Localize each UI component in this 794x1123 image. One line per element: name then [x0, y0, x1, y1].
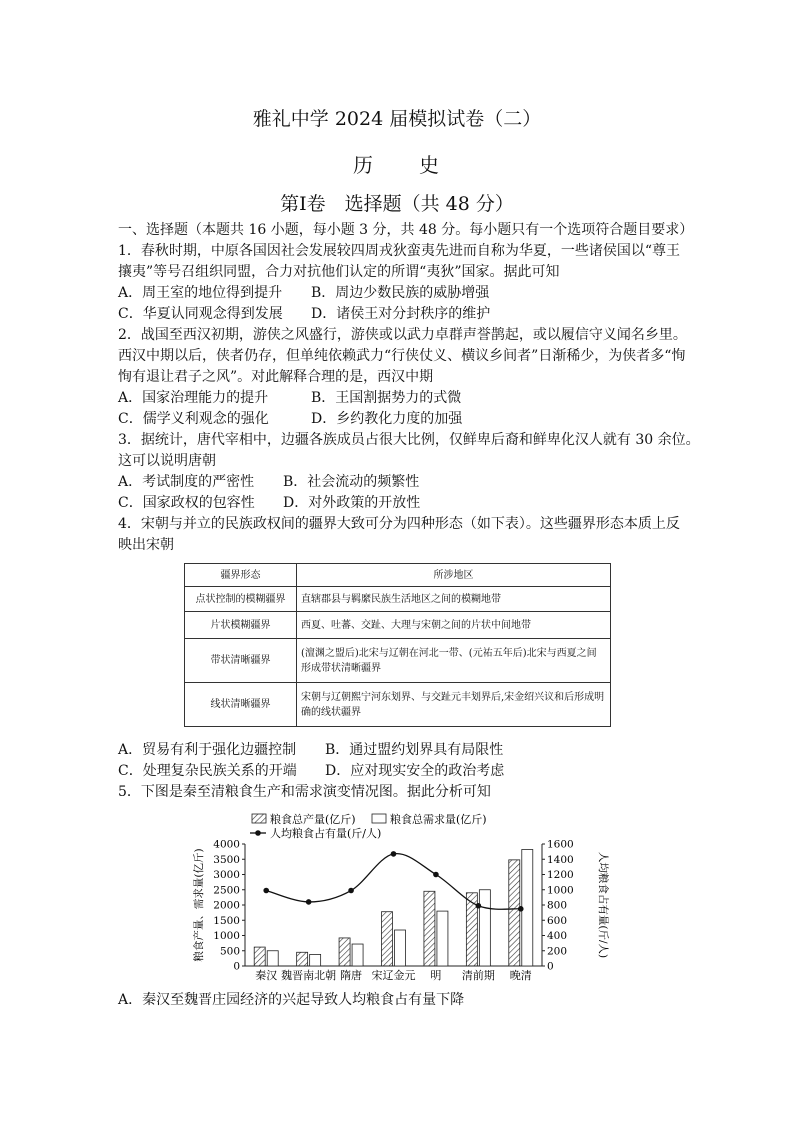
- q1-options-row-2: [118, 304, 678, 325]
- x-tick-label: 宋辽金元: [371, 969, 416, 982]
- q2-option-c[interactable]: C．儒学义利观念的强化: [118, 411, 269, 427]
- q2-line-3: 恂有退让君子之风”。对此解释合理的是，西汉中期: [118, 369, 434, 385]
- x-tick-label: 清前期: [461, 969, 495, 982]
- bar-demand: [395, 930, 406, 966]
- table-cell: (澶渊之盟后)北宋与辽朝在河北一带、(元祐五年后)北宋与西夏之间形成带状清晰疆界: [297, 639, 611, 683]
- table-row: [185, 683, 611, 727]
- q4-option-a[interactable]: A．贸易有利于强化边疆控制: [118, 742, 297, 758]
- q2-options-row-2: [118, 409, 678, 430]
- q2-option-d[interactable]: D．乡约教化力度的加强: [311, 411, 463, 427]
- q1-option-d[interactable]: D．诸侯王对分封秩序的维护: [311, 306, 491, 322]
- q4-option-d[interactable]: D．应对现实安全的政治考虑: [325, 763, 505, 779]
- subject-title: 历 史: [353, 153, 441, 177]
- table-row: [185, 587, 611, 612]
- table-cell: 片状模糊疆界: [185, 612, 297, 639]
- bar-production: [466, 893, 477, 966]
- bar-production: [339, 938, 350, 966]
- table-cell: 宋朝与辽朝熙宁河东划界、与交趾元丰划界后,宋金绍兴议和后形成明确的线状疆界: [297, 683, 611, 727]
- table-row: [185, 639, 611, 683]
- q4-line-1: 4．宋朝与并立的民族政权间的疆界大致可分为四种形态（如下表）。这些疆界形态本质上反: [118, 516, 680, 532]
- left-tick-label: 2000: [213, 899, 240, 912]
- right-tick-label: 1200: [547, 869, 574, 881]
- x-tick-label: 秦汉: [255, 969, 278, 982]
- q4-option-c[interactable]: C．处理复杂民族关系的开端: [118, 763, 297, 779]
- q4-options-row-1: [118, 740, 678, 761]
- q5-line-1: 5．下图是秦至清粮食生产和需求演变情况图。据此分析可知: [118, 784, 491, 800]
- legend-demand-swatch: [372, 814, 386, 823]
- q3-option-d[interactable]: D．对外政策的开放性: [283, 495, 421, 511]
- bar-demand: [437, 911, 448, 966]
- q1-line-2: 攘夷”等号召组织同盟，合力对抗他们认定的所谓“夷狄”国家。据此可知: [118, 264, 560, 280]
- bar-production: [382, 912, 393, 966]
- table-header-cell: 所涉地区: [297, 564, 611, 587]
- legend-demand-label: 粮食总需求量(亿斤): [390, 813, 487, 826]
- q3-option-a[interactable]: A．考试制度的严密性: [118, 474, 255, 490]
- legend-per-capita-marker: [255, 830, 261, 836]
- q2-option-a[interactable]: A．国家治理能力的提升: [118, 390, 269, 406]
- table-cell: 点状控制的模糊疆界: [185, 587, 297, 612]
- left-tick-label: 3000: [213, 869, 240, 881]
- legend-production-swatch: [252, 814, 266, 823]
- q1-line-1: 1．春秋时期，中原各国因社会发展较四周戎狄蛮夷先进而自称为华夏，一些诸侯国以“尊王: [118, 243, 681, 259]
- left-tick-label: 1000: [213, 930, 240, 942]
- legend-per-capita-label: 人均粮食占有量(斤/人): [270, 827, 382, 840]
- q5-option-a[interactable]: A．秦汉至魏晋庄园经济的兴起导致人均粮食占有量下降: [118, 992, 465, 1008]
- right-tick-label: 0: [547, 960, 554, 973]
- x-tick-label: 明: [430, 969, 442, 982]
- school-title: 雅礼中学 2024 届模拟试卷（二）: [252, 108, 542, 130]
- left-tick-label: 500: [219, 945, 240, 958]
- right-tick-label: 1600: [547, 838, 574, 851]
- q4-option-b[interactable]: B．通过盟约划界具有局限性: [325, 742, 504, 758]
- bar-demand: [267, 951, 278, 966]
- table-cell: 西夏、吐蕃、交趾、大理与宋朝之间的片状中间地带: [297, 612, 611, 639]
- bar-production: [424, 891, 435, 966]
- x-tick-label: 晚清: [509, 969, 532, 982]
- per-capita-point: [306, 899, 312, 905]
- table-cell: 直辖郡县与羁縻民族生活地区之间的模糊地带: [297, 587, 611, 612]
- border-forms-table: [184, 563, 611, 727]
- bar-production: [297, 952, 308, 966]
- q2-line-2: 西汉中期以后，侠者仍存，但单纯依赖武力“行侠仗义、横议乡间者”日渐稀少，为侠者多“恂: [118, 348, 686, 364]
- q2-option-b[interactable]: B．王国割据势力的式微: [311, 390, 462, 406]
- per-capita-point: [433, 872, 439, 878]
- right-tick-label: 1400: [547, 853, 574, 866]
- bar-demand: [479, 890, 490, 966]
- left-tick-label: 2500: [213, 884, 240, 897]
- q3-options-row-1: [118, 472, 678, 493]
- q3-options-row-2: [118, 493, 678, 514]
- right-tick-label: 600: [547, 914, 568, 927]
- per-capita-point: [518, 906, 524, 912]
- right-tick-label: 1000: [547, 884, 574, 897]
- q3-option-b[interactable]: B．社会流动的频繁性: [283, 474, 420, 490]
- bar-demand: [522, 849, 533, 966]
- per-capita-point: [263, 888, 269, 894]
- right-tick-label: 400: [547, 930, 568, 942]
- right-axis-title: 人均粮食占有量(斤/人): [597, 851, 609, 959]
- table-cell: 带状清晰疆界: [185, 639, 297, 683]
- left-tick-label: 1500: [213, 914, 240, 927]
- bar-demand: [310, 954, 321, 966]
- left-tick-label: 0: [233, 960, 240, 973]
- table-row: [185, 612, 611, 639]
- table-header-row: [185, 564, 611, 587]
- grain-chart: [190, 808, 610, 990]
- q3-option-c[interactable]: C．国家政权的包容性: [118, 495, 255, 511]
- q3-line-2: 这可以说明唐朝: [118, 453, 216, 469]
- table-header-cell: 疆界形态: [185, 564, 297, 587]
- left-tick-label: 4000: [213, 838, 240, 851]
- left-tick-label: 3500: [213, 853, 240, 866]
- per-capita-point: [476, 903, 482, 909]
- bar-demand: [352, 944, 363, 966]
- q3-line-1: 3．据统计，唐代宰相中，边疆各族成员占很大比例，仅鲜卑后裔和鲜卑化汉人就有 30 余位。: [118, 432, 700, 448]
- q1-option-a[interactable]: A．周王室的地位得到提升: [118, 285, 283, 301]
- per-capita-point: [348, 888, 354, 894]
- left-axis-title: 粮食产量、需求量(亿斤): [193, 848, 205, 962]
- q5-options-row-1: [118, 990, 678, 1011]
- q1-options-row-1: [118, 283, 678, 304]
- q4-line-2: 映出宋朝: [118, 537, 174, 553]
- right-tick-label: 800: [547, 899, 568, 912]
- q2-options-row-1: [118, 388, 678, 409]
- q1-option-b[interactable]: B．周边少数民族的威胁增强: [311, 285, 490, 301]
- table-cell: 线状清晰疆界: [185, 683, 297, 727]
- q1-option-c[interactable]: C．华夏认同观念得到发展: [118, 306, 283, 322]
- bar-production: [254, 947, 265, 966]
- x-tick-label: 隋唐: [340, 969, 363, 982]
- x-tick-label: 魏晋南北朝: [281, 969, 337, 982]
- q2-line-1: 2．战国至西汉初期，游侠之风盛行，游侠或以武力卓群声誉鹊起，或以履信守义闻名乡里。: [118, 327, 687, 343]
- section-instructions: 一、选择题（本题共 16 小题，每小题 3 分，共 48 分。每小题只有一个选项符合题目要求）: [118, 222, 694, 238]
- volume-title: 第Ⅰ卷 选择题（共 48 分）: [280, 193, 514, 215]
- per-capita-point: [391, 851, 397, 857]
- right-tick-label: 200: [547, 945, 568, 958]
- q4-options-row-2: [118, 761, 678, 782]
- legend-production-label: 粮食总产量(亿斤): [270, 813, 356, 826]
- bar-production: [509, 860, 520, 966]
